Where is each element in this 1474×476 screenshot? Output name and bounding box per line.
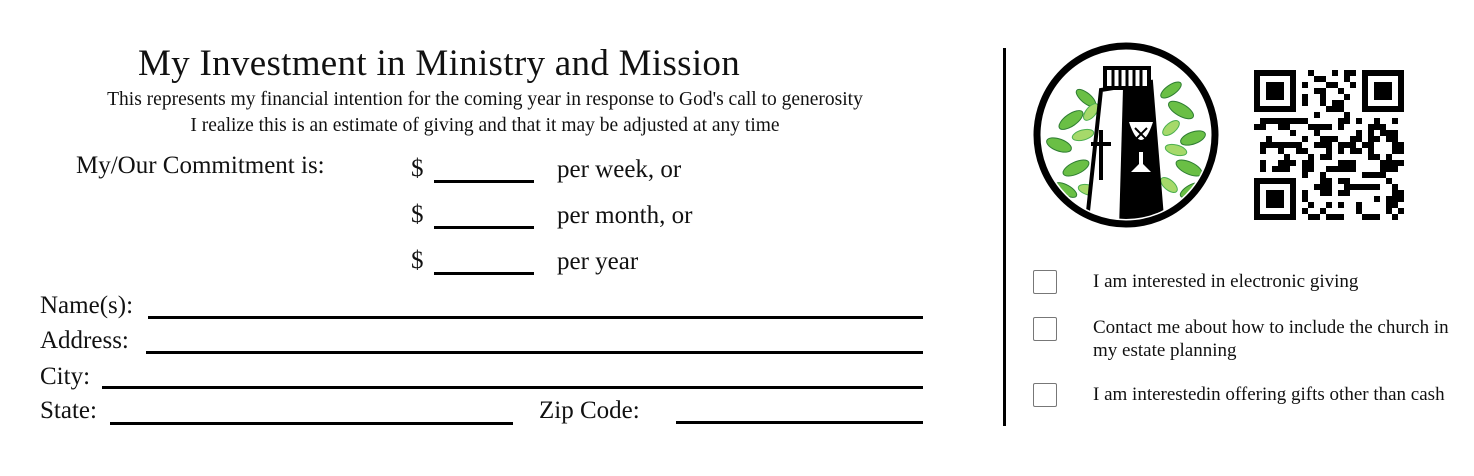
card-subtitle-intention: This represents my financial intention for the coming year in response to God's call to generosity (107, 89, 863, 110)
city-field[interactable] (102, 386, 923, 389)
church-logo-icon (1031, 40, 1221, 230)
per-month-label: per month, or (557, 202, 693, 229)
weekly-amount-field[interactable] (434, 180, 534, 183)
non-cash-gifts-label: I am interestedin offering gifts other than cash (1093, 384, 1445, 405)
zip-code-label: Zip Code: (539, 397, 640, 424)
non-cash-gifts-checkbox[interactable] (1033, 383, 1057, 407)
city-label: City: (40, 363, 91, 390)
qr-code-icon (1254, 70, 1404, 220)
names-field[interactable] (148, 316, 923, 319)
electronic-giving-checkbox[interactable] (1033, 270, 1057, 294)
vertical-divider (1003, 48, 1006, 426)
estate-planning-checkbox[interactable] (1033, 317, 1057, 341)
per-week-label: per week, or (557, 156, 682, 183)
electronic-giving-label: I am interested in electronic giving (1093, 271, 1359, 292)
card-subtitle-estimate: I realize this is an estimate of giving and that it may be adjusted at any time (190, 115, 780, 136)
address-label: Address: (40, 327, 129, 354)
dollar-sign: $ (411, 247, 424, 274)
state-label: State: (40, 397, 97, 424)
yearly-amount-field[interactable] (434, 272, 534, 275)
commitment-label: My/Our Commitment is: (76, 152, 325, 179)
card-title: My Investment in Ministry and Mission (137, 43, 741, 84)
estate-planning-label: Contact me about how to include the church in my estate planning (1093, 317, 1449, 361)
dollar-sign: $ (411, 155, 424, 182)
dollar-sign: $ (411, 201, 424, 228)
names-label: Name(s): (40, 292, 134, 319)
state-field[interactable] (110, 422, 513, 425)
zip-code-field[interactable] (676, 421, 923, 424)
per-year-label: per year (557, 248, 639, 275)
monthly-amount-field[interactable] (434, 226, 534, 229)
address-field[interactable] (146, 351, 923, 354)
